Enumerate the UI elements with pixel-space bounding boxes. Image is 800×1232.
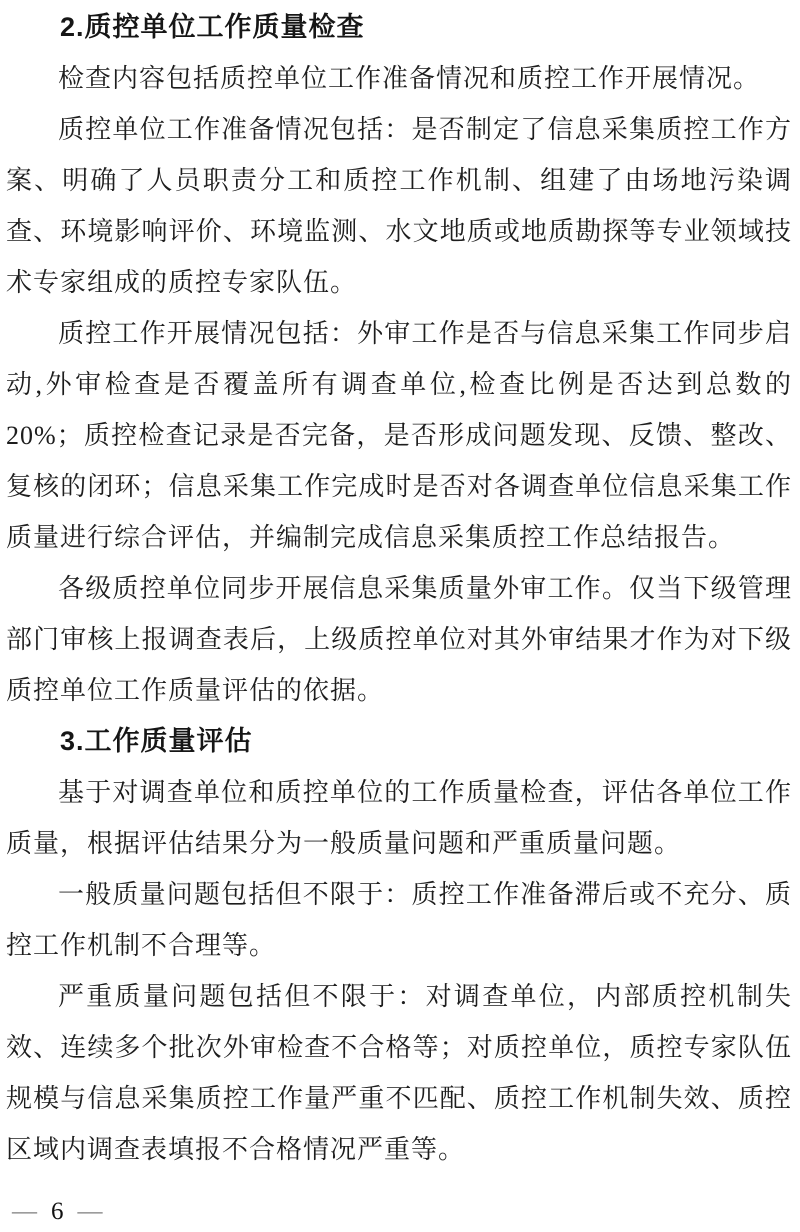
footer-dash-right: — — [77, 1198, 103, 1225]
paragraph: 质控单位工作准备情况包括：是否制定了信息采集质控工作方案、明确了人员职责分工和质控工作机制、组建了由场地污染调查、环境影响评价、环境监测、水文地质或地质勘探等专业领域技术专家组成的质控专家队伍。 — [6, 115, 792, 297]
paragraph: 严重质量问题包括但不限于：对调查单位，内部质控机制失效、连续多个批次外审检查不合格等；对质控单位，质控专家队伍规模与信息采集质控工作量严重不匹配、质控工作机制失效、质控区域内调查表填报不合格情况严重等。 — [6, 982, 792, 1164]
section-heading: 2.质控单位工作质量检查 — [60, 12, 365, 42]
paragraph: 检查内容包括质控单位工作准备情况和质控工作开展情况。 — [58, 64, 761, 93]
paragraph: 一般质量问题包括但不限于：质控工作准备滞后或不充分、质控工作机制不合理等。 — [6, 880, 792, 960]
footer-dash-left: — — [12, 1198, 37, 1225]
section-heading: 3.工作质量评估 — [60, 726, 253, 756]
paragraph: 基于对调查单位和质控单位的工作质量检查，评估各单位工作质量，根据评估结果分为一般质量问题和严重质量问题。 — [6, 778, 792, 858]
page-number: 6 — [51, 1198, 64, 1225]
document-body — [6, 2, 792, 1175]
paragraph: 各级质控单位同步开展信息采集质量外审工作。仅当下级管理部门审核上报调查表后，上级质控单位对其外审结果才作为对下级质控单位工作质量评估的依据。 — [6, 574, 792, 705]
page-footer — [12, 1199, 103, 1224]
paragraph: 质控工作开展情况包括：外审工作是否与信息采集工作同步启动,外审检查是否覆盖所有调查单位,检查比例是否达到总数的 20%；质控检查记录是否完备，是否形成问题发现、反馈、整改、复核的闭环；信息采集工作完成时是否对各调查单位信息采集工作质量进行综合评估，并编制完成信息采集质控工作总结报告。 — [6, 319, 792, 552]
